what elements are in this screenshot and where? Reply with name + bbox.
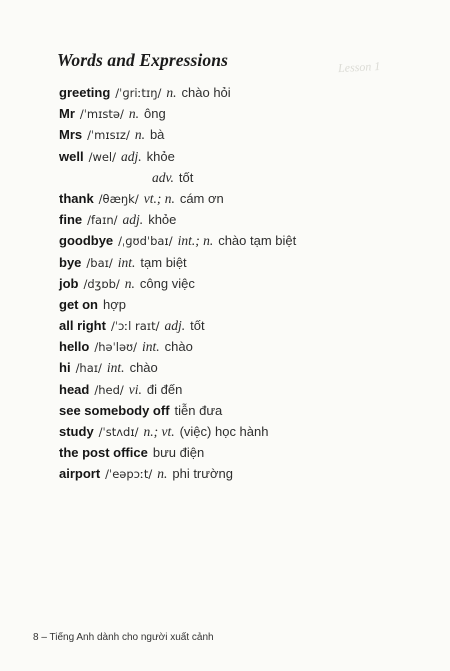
vocab-entry (59, 442, 439, 463)
entry-pronunciation: /ˈɔːl raɪt/ (110, 319, 160, 334)
entry-word: get on (59, 296, 98, 312)
entry-pronunciation: /ˈeəpɔːt/ (105, 467, 153, 482)
entry-pronunciation: /wel/ (88, 149, 117, 164)
vocab-entry (59, 315, 439, 336)
entry-word: hi (59, 360, 71, 376)
entry-pronunciation: /ˈmɪsɪz/ (87, 128, 130, 143)
entry-part-of-speech: n. (124, 275, 135, 291)
entry-part-of-speech: n. (134, 127, 145, 143)
entry-meaning: chào hỏi (181, 85, 231, 100)
entry-word: the post office (59, 445, 148, 461)
entry-meaning: khỏe (148, 212, 177, 228)
entry-word: see somebody off (59, 402, 170, 418)
entry-pronunciation: /ˈstʌdɪ/ (98, 425, 139, 439)
bleed-through-text: Lesson 1 (337, 58, 381, 76)
entry-part-of-speech: int.; n. (177, 233, 214, 249)
entry-meaning: tiễn đưa (174, 402, 223, 418)
entry-word: all right (59, 318, 106, 334)
entry-part-of-speech: int. (142, 339, 160, 355)
entry-word: Mrs (59, 127, 83, 143)
entry-word: Mr (59, 106, 75, 122)
page-footer: 8 – Tiếng Anh dành cho người xuất cảnh (33, 632, 214, 643)
entry-meaning: (việc) học hành (179, 424, 269, 439)
vocab-entry (59, 209, 439, 230)
entry-word: bye (59, 254, 82, 270)
entry-part-of-speech: vt.; n. (143, 190, 175, 206)
entry-pronunciation: /hed/ (94, 382, 124, 397)
entry-meaning: hợp (103, 296, 126, 312)
entry-part-of-speech: adj. (121, 148, 142, 164)
entry-meaning: khỏe (146, 148, 175, 164)
entry-word: fine (59, 212, 83, 228)
entry-pronunciation: /θæŋk/ (98, 191, 139, 206)
entry-meaning: đi đến (146, 381, 183, 397)
vocab-entry (59, 336, 439, 357)
entry-word: well (59, 148, 84, 164)
vocab-entry (59, 230, 439, 251)
entry-pronunciation: /ˈɡriːtɪŋ/ (115, 86, 162, 100)
vocabulary-list (59, 82, 439, 485)
entry-meaning: phi trường (172, 466, 233, 482)
entry-pronunciation: /həˈləʊ/ (94, 340, 137, 355)
vocab-entry (59, 188, 439, 209)
entry-word: goodbye (59, 233, 114, 249)
entry-word: airport (59, 466, 101, 482)
vocab-entry-continuation (59, 167, 439, 188)
vocab-entry (59, 379, 439, 400)
entry-word: job (59, 275, 79, 291)
entry-part-of-speech: n. (157, 466, 168, 482)
entry-part-of-speech: int. (106, 360, 125, 376)
vocab-entry (59, 124, 439, 145)
entry-part-of-speech: adv. (152, 169, 174, 185)
entry-pronunciation: /dʒɒb/ (83, 276, 120, 291)
entry-word: study (59, 424, 94, 439)
vocab-entry (59, 421, 439, 442)
entry-meaning: tốt (190, 318, 205, 334)
entry-word: head (59, 381, 90, 397)
entry-meaning: tốt (178, 169, 194, 185)
entry-part-of-speech: n.; vt. (143, 424, 175, 439)
vocab-entry (59, 103, 439, 124)
entry-word: thank (59, 190, 94, 206)
vocab-entry (59, 82, 439, 103)
entry-meaning: bà (149, 127, 165, 143)
entry-part-of-speech: vi. (128, 381, 142, 397)
vocab-entry (59, 294, 439, 315)
entry-part-of-speech: n. (166, 85, 177, 100)
entry-meaning: công việc (139, 275, 195, 291)
entry-pronunciation: /haɪ/ (75, 361, 102, 376)
entry-word: greeting (59, 85, 111, 100)
vocab-entry (59, 252, 439, 273)
entry-meaning: chào (164, 339, 193, 355)
entry-meaning: chào (129, 360, 158, 376)
entry-meaning: bưu điện (152, 445, 205, 461)
vocab-entry (59, 400, 439, 421)
vocab-entry (59, 357, 439, 378)
vocab-entry (59, 146, 439, 167)
entry-part-of-speech: adj. (122, 212, 144, 228)
entry-part-of-speech: int. (117, 254, 136, 270)
vocab-entry (59, 273, 439, 294)
entry-meaning: cám ơn (179, 190, 224, 206)
entry-part-of-speech: n. (128, 106, 139, 122)
entry-part-of-speech: adj. (164, 318, 186, 334)
section-heading: Words and Expressions (57, 50, 228, 70)
entry-pronunciation: /faɪn/ (87, 213, 118, 228)
entry-meaning: tạm biệt (140, 254, 187, 270)
vocab-entry (59, 463, 439, 484)
entry-pronunciation: /baɪ/ (86, 255, 113, 270)
entry-word: hello (59, 339, 90, 355)
entry-pronunciation: /ˌɡʊdˈbaɪ/ (118, 234, 173, 249)
entry-meaning: chào tạm biệt (218, 233, 297, 249)
entry-meaning: ông (143, 106, 166, 122)
entry-pronunciation: /ˈmɪstə/ (79, 107, 124, 122)
